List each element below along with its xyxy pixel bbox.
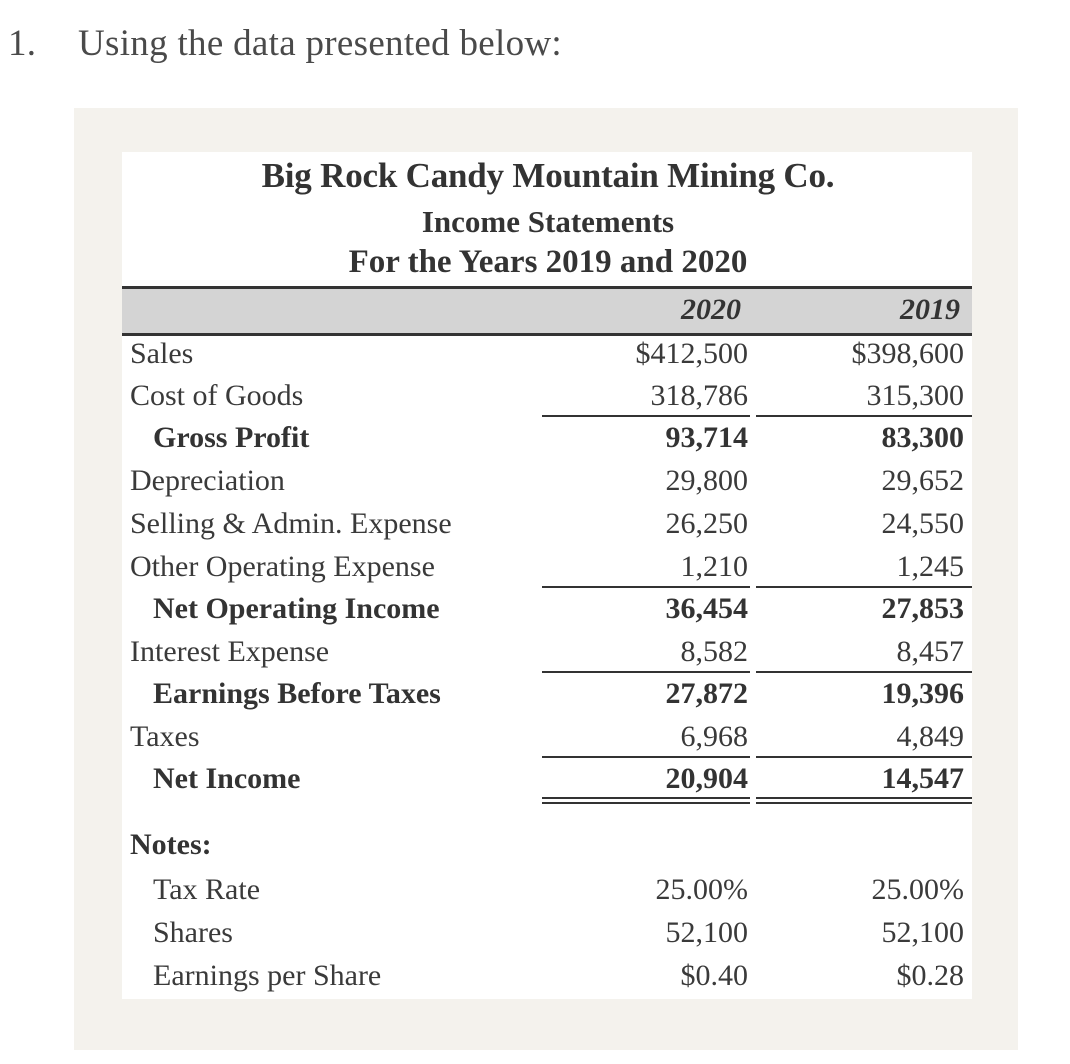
value-2019: $398,600 <box>851 337 964 370</box>
row-taxes <box>122 717 972 759</box>
value-2019: 27,853 <box>881 592 964 625</box>
double-rule-bottom <box>542 802 750 804</box>
subtotal-rule <box>756 415 972 417</box>
value-2020: 20,904 <box>665 762 748 795</box>
row-earnings-before-taxes <box>122 674 972 716</box>
row-net-income <box>122 759 972 801</box>
note-label: Tax Rate <box>153 873 261 906</box>
row-label: Taxes <box>130 720 200 753</box>
value-2020: 25.00% <box>655 873 748 906</box>
statement-period: For the Years 2019 and 2020 <box>348 244 748 280</box>
value-2020: 36,454 <box>665 592 748 625</box>
notes-title: Notes: <box>130 828 212 861</box>
value-2020: 8,582 <box>680 635 748 668</box>
row-label: Earnings Before Taxes <box>153 677 441 710</box>
value-2020: 6,968 <box>680 720 748 753</box>
column-header-bar <box>122 286 972 336</box>
double-rule-top <box>542 797 750 799</box>
value-2019: $0.28 <box>896 959 964 992</box>
value-2020: $412,500 <box>635 337 748 370</box>
subtotal-rule <box>542 415 750 417</box>
note-tax-rate <box>122 870 972 912</box>
value-2019: 24,550 <box>881 507 964 540</box>
row-selling-admin <box>122 504 972 546</box>
value-2019: 8,457 <box>896 635 964 668</box>
value-2019: 19,396 <box>881 677 964 710</box>
question-prompt: Using the data presented below: <box>78 23 562 64</box>
row-label: Selling & Admin. Expense <box>130 507 452 540</box>
row-label: Depreciation <box>130 464 285 497</box>
row-net-operating-income <box>122 589 972 631</box>
row-interest-expense <box>122 632 972 674</box>
question-text <box>8 22 562 65</box>
row-label: Other Operating Expense <box>130 550 435 583</box>
column-header-2020: 2020 <box>681 293 741 326</box>
subtotal-rule <box>756 586 972 588</box>
question-number: 1. <box>8 23 37 64</box>
value-2020: 26,250 <box>665 507 748 540</box>
value-2020: 1,210 <box>680 550 748 583</box>
value-2019: 4,849 <box>896 720 964 753</box>
row-other-operating <box>122 547 972 589</box>
value-2020: $0.40 <box>680 959 748 992</box>
note-shares <box>122 913 972 955</box>
row-label: Cost of Goods <box>130 379 304 412</box>
double-rule-top <box>756 797 972 799</box>
company-name: Big Rock Candy Mountain Mining Co. <box>261 156 835 195</box>
value-2019: 25.00% <box>871 873 964 906</box>
value-2019: 14,547 <box>881 762 964 795</box>
value-2020: 29,800 <box>665 464 748 497</box>
row-label: Net Operating Income <box>153 592 440 625</box>
row-gross-profit <box>122 418 972 460</box>
double-rule-bottom <box>756 802 972 804</box>
value-2020: 27,872 <box>665 677 748 710</box>
statement-title: Income Statements <box>421 204 675 239</box>
value-2019: 29,652 <box>881 464 964 497</box>
value-2020: 52,100 <box>665 916 748 949</box>
row-sales <box>122 334 972 376</box>
row-label: Sales <box>130 337 194 370</box>
column-header-2019: 2019 <box>900 293 960 326</box>
subtotal-rule <box>542 671 750 673</box>
value-2019: 1,245 <box>896 550 964 583</box>
subtotal-rule <box>756 671 972 673</box>
row-label: Net Income <box>153 762 301 795</box>
subtotal-rule <box>756 756 972 758</box>
subtotal-rule <box>542 756 750 758</box>
value-2020: 318,786 <box>650 379 748 412</box>
note-eps <box>122 956 972 998</box>
value-2019: 315,300 <box>866 379 964 412</box>
row-label: Interest Expense <box>130 635 330 668</box>
income-statement <box>122 152 972 999</box>
row-label: Gross Profit <box>153 421 310 454</box>
value-2019: 52,100 <box>881 916 964 949</box>
subtotal-rule <box>542 586 750 588</box>
value-2019: 83,300 <box>881 421 964 454</box>
value-2020: 93,714 <box>665 421 748 454</box>
row-depreciation <box>122 461 972 503</box>
row-cost-of-goods <box>122 376 972 418</box>
note-label: Earnings per Share <box>153 959 382 992</box>
note-label: Shares <box>153 916 233 949</box>
